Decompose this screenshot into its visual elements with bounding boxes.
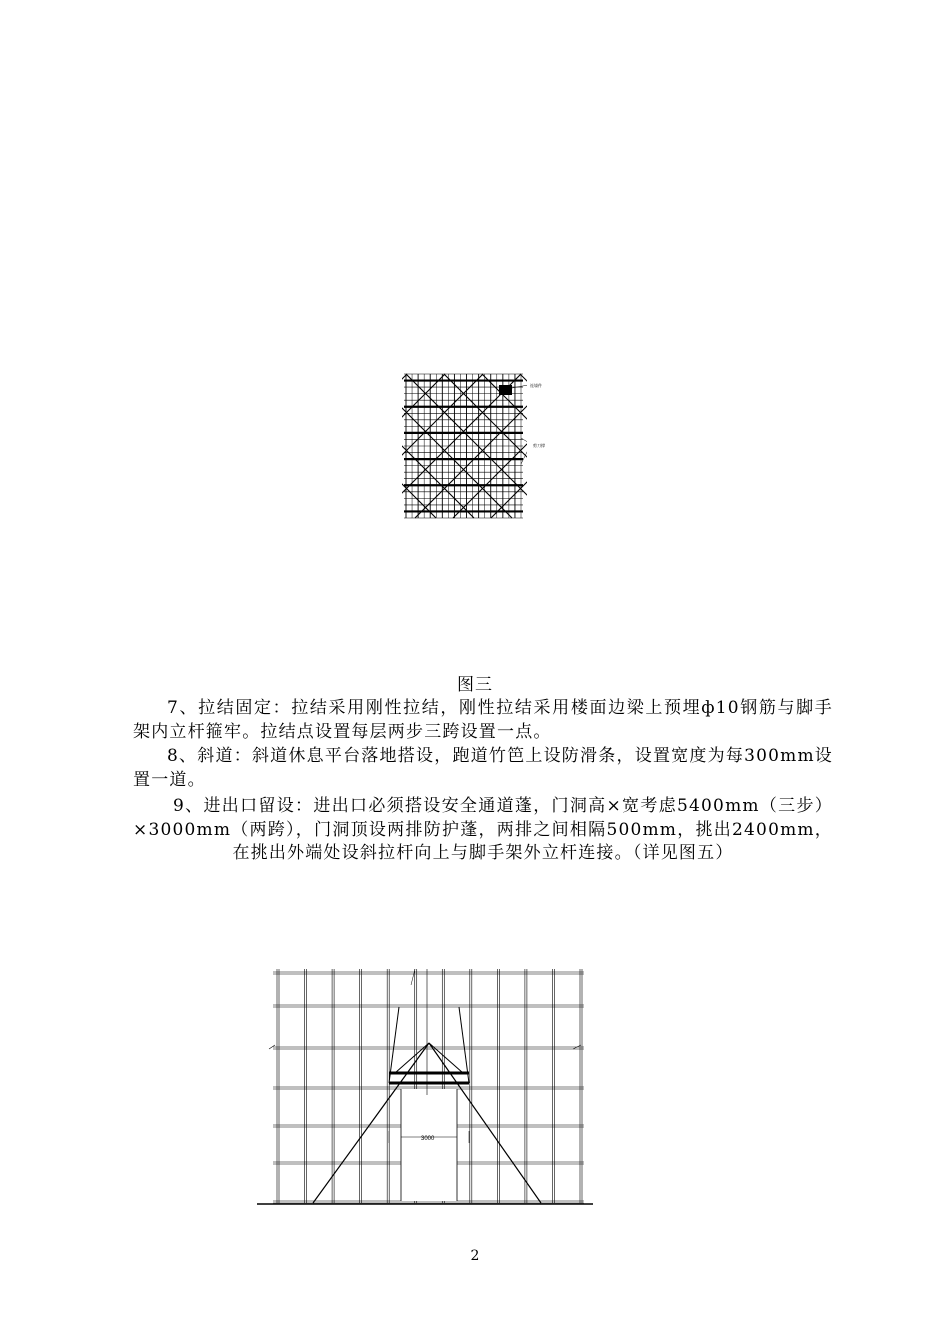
cross-brace	[558, 374, 560, 518]
wall-tie-block	[499, 385, 512, 395]
fig3-annotation-top: 连墙件	[530, 383, 542, 388]
door-opening	[401, 1089, 457, 1201]
figure-5-drawing	[255, 965, 595, 1210]
figure-3-caption: 图三	[457, 675, 493, 695]
figure-3-scaffold-diagram	[400, 368, 560, 523]
annotation-leader	[512, 385, 528, 388]
annotation-leader	[521, 444, 531, 464]
figure-3-drawing	[400, 368, 560, 523]
annotation-leader	[521, 438, 531, 444]
tension-rod	[429, 1043, 463, 1073]
fig5-dimension-label: 3000	[421, 1136, 435, 1142]
page-number: 2	[470, 1248, 480, 1264]
paragraph-7-wall-ties: 7、拉结固定：拉结采用刚性拉结，刚性拉结采用楼面边梁上预埋ф10钢筋与脚手架内立杆箍牢。拉结点设置每层两步三跨设置一点。	[133, 698, 833, 742]
break-mark	[411, 969, 415, 985]
figure-5-entrance-diagram	[255, 965, 595, 1210]
tension-rod	[395, 1043, 429, 1073]
paragraph-9-entrance: 9、进出口留设：进出口必须搭设安全通道蓬，门洞高×宽考虑5400mm（三步）×3000mm（两跨），门洞顶设两排防护蓬，两排之间相隔500mm，挑出2400mm，在挑出外端处设斜拉杆向上与脚手架外立杆连接。（详见图五）	[133, 796, 833, 863]
paragraph-8-ramp: 8、斜道：斜道休息平台落地搭设，跑道竹笆上设防滑条，设置宽度为每300mm设置一道。	[133, 746, 833, 790]
fig3-annotation-mid: 剪刀撑	[533, 443, 545, 448]
